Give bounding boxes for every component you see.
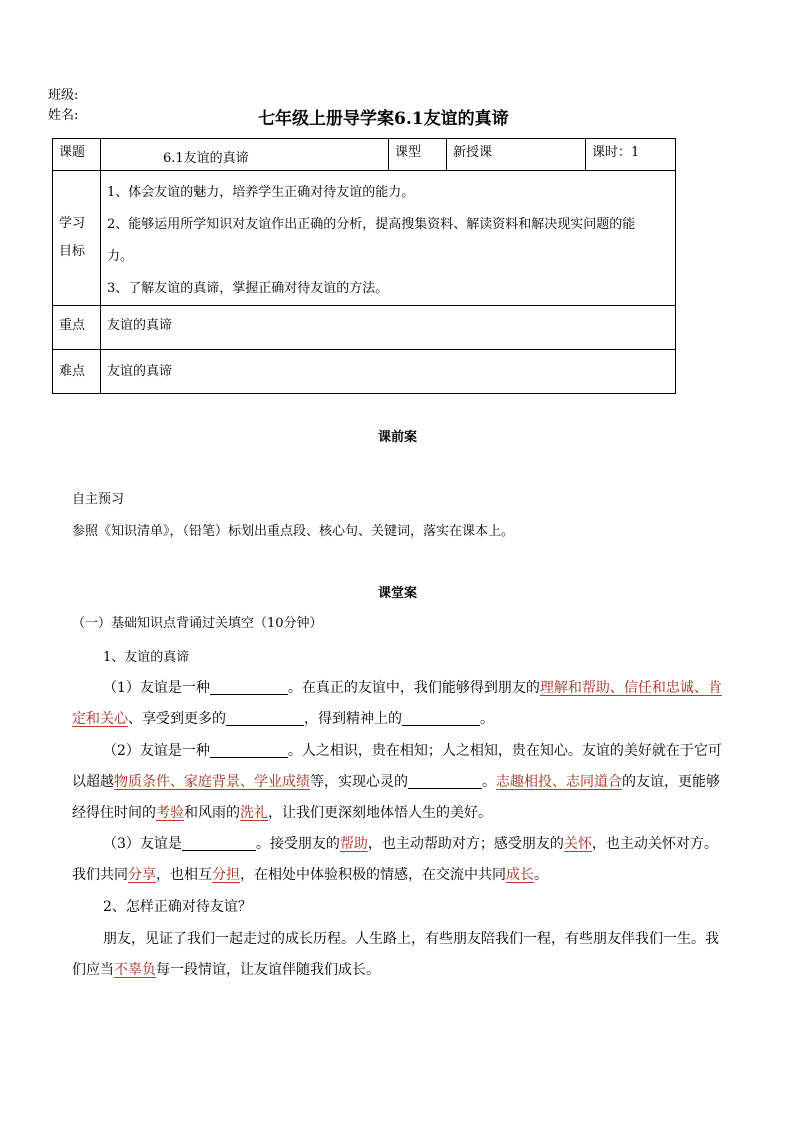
topic-value: 6.1友谊的真谛 [101,139,389,171]
paragraph-1-line-1 [103,677,722,697]
type-value: 新授课 [447,139,586,171]
key-label: 重点 [53,306,101,350]
key-phrase: 帮助 [339,836,368,852]
key-phrase: 理解和帮助、信任和忠诚、肯 [539,680,722,696]
self-study-text: 参照《知识清单》，（铅笔）标划出重点段、核心句、关键词，落实在课本上。 [72,524,515,539]
text-run: 。接受朋友的 [255,836,340,852]
text-run: ，也相互 [156,867,212,883]
difficulty-value: 友谊的真谛 [101,350,676,394]
text-run: 们应当 [72,962,114,978]
text-run: 。人之相识，贵在相知；人之相知，贵在知心。友谊的美好就在于它可 [287,743,722,759]
key-phrase: 分担 [212,867,240,883]
name-label: 姓名: [48,108,79,123]
text-run: 的友谊，更能够 [622,774,720,790]
key-phrase: 分享 [128,867,156,883]
key-value: 友谊的真谛 [101,306,676,350]
fill-blank[interactable] [402,711,480,726]
fill-blank[interactable] [182,836,256,851]
goal-item: 2、能够运用所学知识对友谊作出正确的分析，提高搜集资料、解读资料和解决现实问题的能 [107,217,636,232]
text-run: 每一段情谊，让友谊伴随我们成长。 [156,962,380,978]
key-phrase: 洗礼 [240,805,268,821]
text-run: 、享受到更多的 [128,711,226,727]
text-run: （3）友谊是 [103,836,182,852]
topic-label: 课题 [53,139,101,171]
key-phrase: 关怀 [563,836,592,852]
period-value: 课时：1 [586,139,676,171]
text-run: ，也主动帮助对方；感受朋友的 [367,836,564,852]
course-info-table [52,138,676,394]
item-one-heading: 1、友谊的真谛 [103,650,190,665]
paragraph-3-line-2 [72,864,548,884]
goals-label-line1: 学习 [59,216,86,231]
paragraph-3-line-1 [103,833,718,853]
fill-blank[interactable] [226,711,304,726]
text-run: 等，实现心灵的 [310,774,408,790]
key-phrase: 不辜负 [114,962,156,978]
text-run: ，得到精神上的 [304,711,402,727]
paragraph-1-line-2 [72,708,494,728]
goals-label [53,171,101,306]
paragraph-2-line-1 [103,740,722,760]
text-run: 我们共同 [72,867,128,883]
text-run: 朋友，见证了我们一起走过的成长历程。人生路上，有些朋友陪我们一程，有些朋友伴我们一生。我 [103,931,719,947]
text-run: （1）友谊是一种 [103,680,210,696]
paragraph-4-line-2 [72,959,380,979]
text-run: 。 [534,867,548,883]
text-run: ，让我们更深刻地体悟人生的美好。 [268,805,492,821]
part-one-heading: （一）基础知识点背诵过关填空（10分钟） [72,616,323,631]
difficulty-label: 难点 [53,350,101,394]
key-phrase: 志趣相投、志同道合 [496,774,622,790]
text-run: ，在相处中体验积极的情感，在交流中共同 [240,867,506,883]
fill-blank[interactable] [210,743,288,758]
text-run: 以超越 [72,774,114,790]
paragraph-2-line-2 [72,771,720,791]
text-run: 。 [482,774,496,790]
text-run: 。在真正的友谊中，我们能够得到朋友的 [287,680,540,696]
fill-blank[interactable] [408,774,482,789]
key-phrase: 成长 [506,867,534,883]
text-run: ，也主动关怀对方。 [591,836,718,852]
fill-blank[interactable] [210,680,288,695]
self-study-label: 自主预习 [72,492,125,507]
pre-class-heading: 课前案 [378,430,418,445]
text-run: 和风雨的 [184,805,240,821]
item-two-heading: 2、怎样正确对待友谊？ [103,899,252,915]
text-run: 经得住时间的 [72,805,156,821]
class-label: 班级: [48,88,79,103]
paragraph-2-line-3 [72,802,492,822]
key-phrase: 定和关心 [72,711,128,727]
paragraph-4-line-1 [103,928,719,948]
goal-item: 1、体会友谊的魅力，培养学生正确对待友谊的能力。 [107,185,415,200]
key-phrase: 物质条件、家庭背景、学业成绩 [114,774,310,790]
goal-item: 力。 [107,249,134,264]
text-run: 。 [480,711,494,727]
type-label: 课型 [389,139,447,171]
goals-cell [101,171,676,306]
page-title: 七年级上册导学案6.1友谊的真谛 [258,109,509,129]
in-class-heading: 课堂案 [378,586,418,601]
text-run: （2）友谊是一种 [103,743,210,759]
goals-label-line2: 目标 [59,244,86,259]
goal-item: 3、了解友谊的真谛，掌握正确对待友谊的方法。 [107,281,389,296]
key-phrase: 考验 [156,805,184,821]
